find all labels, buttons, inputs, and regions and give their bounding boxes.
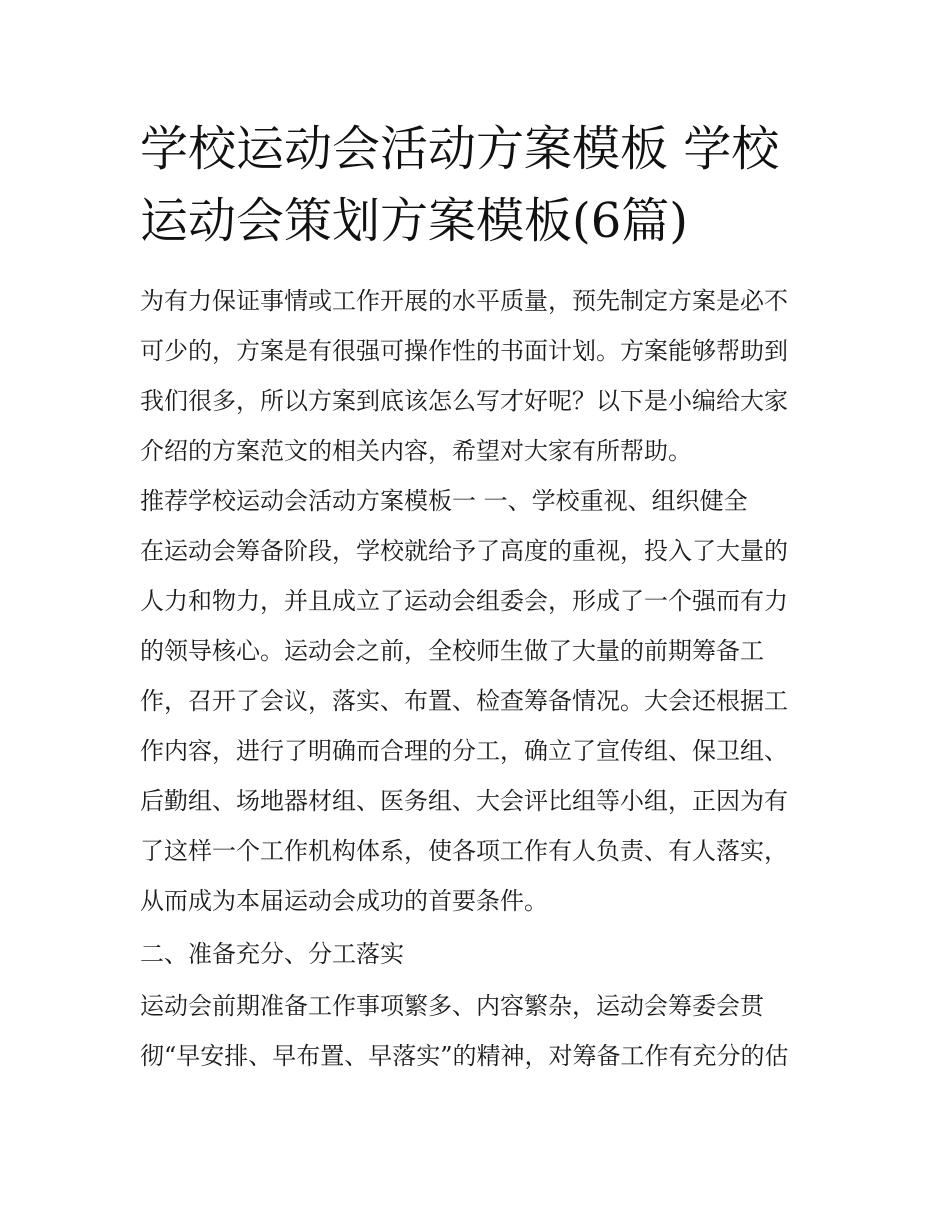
section-heading-line: 二、准备充分、分工落实	[140, 940, 404, 968]
paragraph-line: 人力和物力，并且成立了运动会组委会，形成了一个强而有力	[140, 587, 788, 615]
paragraph-line: 了这样一个工作机构体系，使各项工作有人负责、有人落实，	[140, 837, 788, 865]
paragraph-line: 后勤组、场地器材组、医务组、大会评比组等小组，正因为有	[140, 787, 788, 815]
paragraph-line: 可少的，方案是有很强可操作性的书面计划。方案能够帮助到	[140, 337, 788, 365]
paragraph-line: 作内容，进行了明确而合理的分工，确立了宣传组、保卫组、	[140, 737, 788, 765]
paragraph-line: 的领导核心。运动会之前，全校师生做了大量的前期筹备工	[140, 637, 764, 665]
paragraph-line: 运动会前期准备工作事项繁多、内容繁杂，运动会筹委会贯	[140, 992, 764, 1020]
paragraph-line: 作，召开了会议，落实、布置、检查筹备情况。大会还根据工	[140, 687, 788, 715]
document-title: 学校运动会活动方案模板 学校运动会策划方案模板(6篇)	[140, 121, 780, 249]
paragraph-line: 从而成为本届运动会成功的首要条件。	[140, 887, 548, 915]
paragraph-line: 我们很多，所以方案到底该怎么写才好呢？以下是小编给大家	[140, 387, 788, 415]
paragraph-line: 为有力保证事情或工作开展的水平质量，预先制定方案是必不	[140, 287, 788, 315]
paragraph-line: 彻“早安排、早布置、早落实”的精神，对筹备工作有充分的估	[140, 1042, 789, 1070]
paragraph-line: 在运动会筹备阶段，学校就给予了高度的重视，投入了大量的	[140, 537, 788, 565]
paragraph-line: 介绍的方案范文的相关内容，希望对大家有所帮助。	[140, 437, 692, 465]
section-heading-line: 推荐学校运动会活动方案模板一 一、学校重视、组织健全	[140, 487, 748, 515]
